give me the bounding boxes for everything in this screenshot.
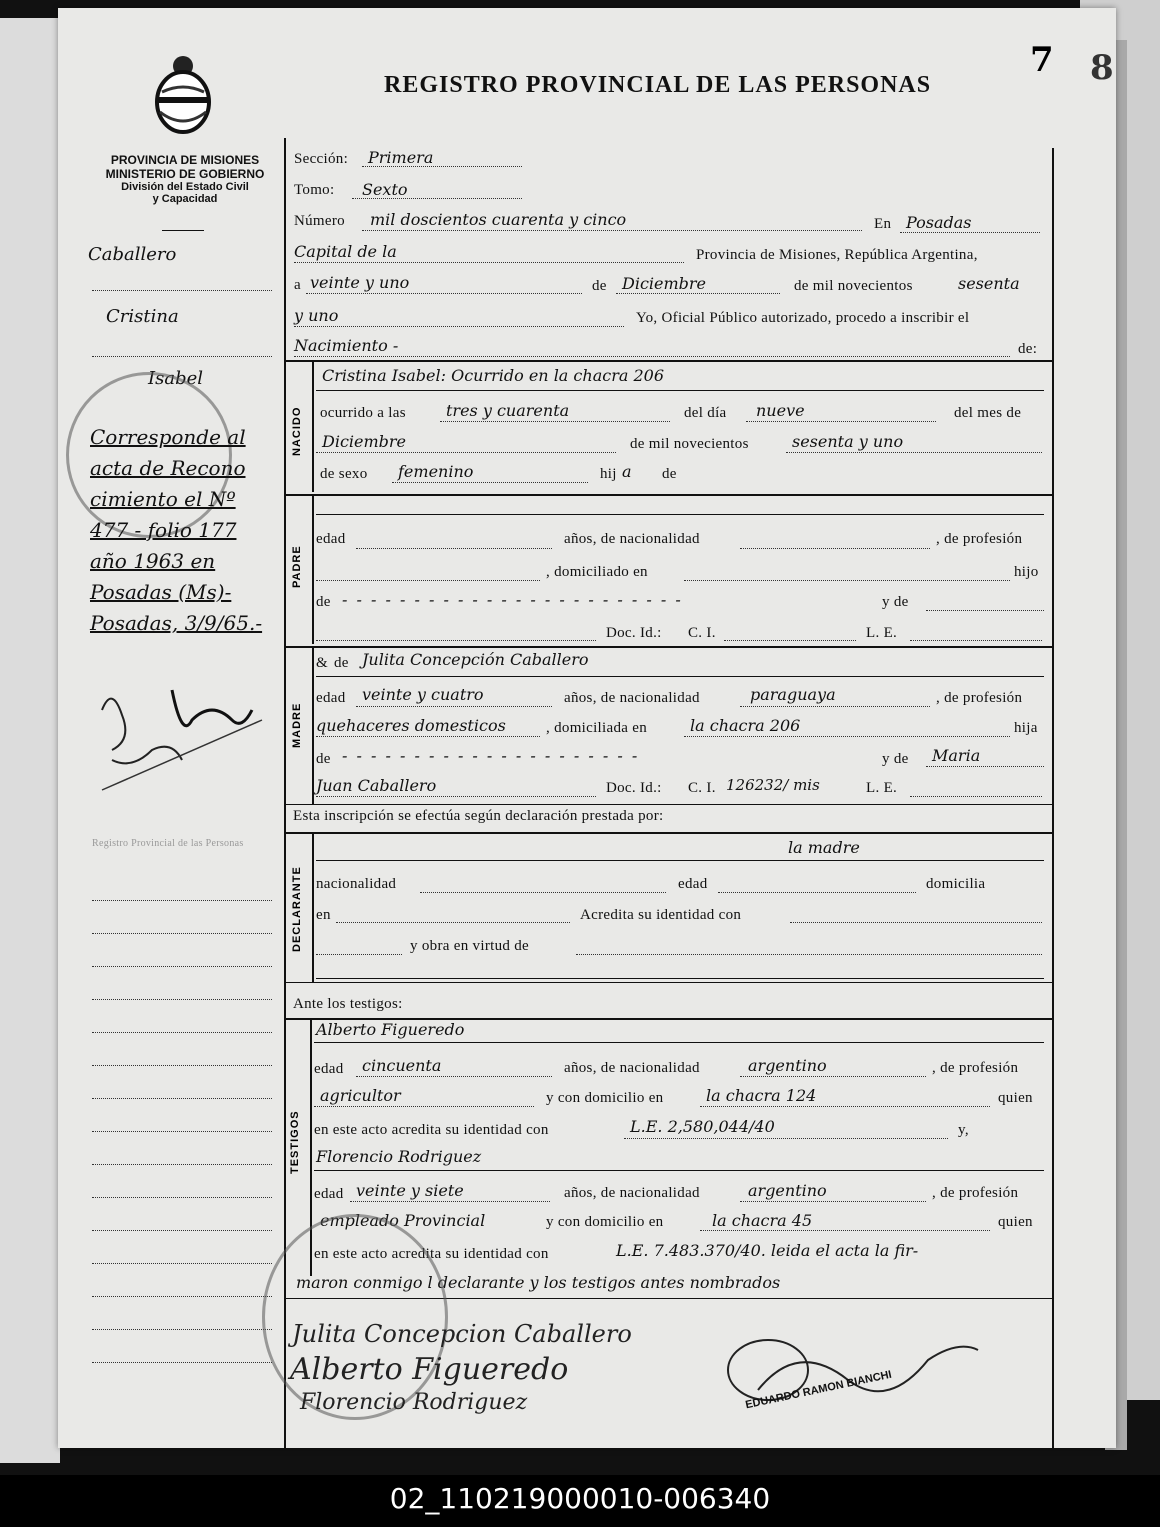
institution-line4: y Capacidad — [152, 193, 218, 205]
page-number: 7 — [1030, 40, 1054, 80]
value-testigo1-doc: L.E. 2,580,044/40 — [630, 1117, 775, 1136]
label-a: a — [294, 277, 301, 293]
label-de-colon: de: — [1018, 341, 1038, 357]
label-madre-prof: , de profesión — [936, 690, 1023, 706]
value-padre-de: - - - - - - - - - - - - - - - - - - - - - - - - — [342, 590, 683, 609]
label-padre-edad: edad — [316, 531, 346, 547]
field-line — [910, 640, 1042, 641]
official-stamp-name: EDUARDO RAMON BIANCHI — [744, 1368, 893, 1412]
margin-note-line: 477 - folio 177 — [90, 518, 237, 542]
label-madre-de: de — [334, 655, 349, 671]
field-line — [700, 1230, 990, 1231]
value-madre-ci: 126232/ mis — [726, 776, 820, 794]
margin-blank-lines — [92, 900, 272, 1363]
field-line — [316, 676, 1044, 677]
margin-note-line: Posadas, 3/9/65.- — [90, 611, 263, 635]
field-line — [356, 548, 552, 549]
field-line — [314, 1170, 1044, 1171]
value-capital: Capital de la — [294, 242, 397, 261]
margin-note-line: año 1963 en — [90, 549, 216, 573]
book-page-left — [0, 18, 60, 1463]
signature-testigo2: Florencio Rodriguez — [300, 1390, 528, 1415]
field-line — [316, 452, 616, 453]
label-testigo1-acredita: en este acto acredita su identidad con — [314, 1122, 549, 1138]
margin-note-line: cimiento el Nº — [90, 487, 236, 511]
value-declarante: la madre — [788, 838, 860, 857]
field-line — [740, 1201, 926, 1202]
value-mes: Diciembre — [322, 432, 407, 451]
label-testigo2-acredita: en este acto acredita su identidad con — [314, 1246, 549, 1262]
value-tomo: Sexto — [362, 180, 408, 199]
margin-note-line: Posadas (Ms)- — [90, 580, 232, 604]
label-esta-inscripcion: Esta inscripción se efectúa según declaración prestada por: — [293, 808, 664, 824]
field-line — [316, 390, 1044, 391]
field-line — [316, 954, 402, 955]
field-line — [350, 1201, 550, 1202]
label-padre-doc: Doc. Id.: — [606, 625, 662, 641]
label-de-mil: de mil novecientos — [794, 278, 913, 294]
label-del-dia: del día — [684, 405, 727, 421]
value-hora: tres y cuarenta — [446, 401, 570, 420]
label-yo: Yo, Oficial Público autorizado, procedo a inscribir el — [636, 310, 970, 326]
section-divider — [286, 832, 1052, 834]
value-madre-nac: paraguaya — [750, 685, 836, 704]
label-tomo: Tomo: — [294, 182, 335, 198]
section-inner-border — [312, 832, 314, 982]
field-line — [900, 232, 1040, 233]
label-de: de — [592, 278, 607, 294]
field-line — [740, 548, 930, 549]
label-declarante-obra: y obra en virtud de — [410, 938, 529, 954]
value-sexo: femenino — [398, 462, 474, 481]
margin-signature — [92, 680, 282, 805]
label-testigo1-prof: , de profesión — [932, 1060, 1019, 1076]
margin-line — [92, 290, 272, 291]
section-inner-border — [312, 360, 314, 492]
margin-note-line: Corresponde al — [90, 425, 246, 449]
value-cierre: maron conmigo l declarante y los testigos antes nombrados — [296, 1273, 781, 1292]
label-de-mil2: de mil novecientos — [630, 436, 749, 452]
label-madre-dom: , domiciliada en — [546, 720, 648, 736]
label-testigo1-nac: años, de nacionalidad — [564, 1060, 700, 1076]
form-right-border — [1052, 148, 1054, 1448]
institution-block — [80, 153, 290, 205]
field-line — [356, 706, 552, 707]
institution-line2: MINISTERIO DE GOBIERNO — [105, 167, 265, 181]
field-line — [684, 736, 1010, 737]
label-declarante-en: en — [316, 907, 331, 923]
value-seccion: Primera — [368, 148, 434, 167]
label-testigo2-nac: años, de nacionalidad — [564, 1185, 700, 1201]
field-line — [294, 326, 624, 327]
label-del-mes: del mes de — [954, 405, 1022, 421]
value-nacido-nombre: Cristina Isabel: Ocurrido en la chacra 206 — [322, 366, 665, 385]
value-testigo2-doc: L.E. 7.483.370/40. leida el acta la fir- — [616, 1241, 919, 1260]
label-declarante-acredita: Acredita su identidad con — [580, 907, 742, 923]
value-testigo2-edad: veinte y siete — [356, 1181, 464, 1200]
margin-surname: Caballero — [88, 244, 177, 265]
field-line — [926, 766, 1044, 767]
label-testigo1-quien: quien — [998, 1090, 1033, 1106]
label-padre-hijo: hijo — [1014, 564, 1039, 580]
margin-name1: Cristina — [106, 306, 179, 327]
value-acto: Nacimiento - — [294, 336, 399, 355]
field-line — [314, 1042, 1044, 1043]
field-line — [724, 640, 856, 641]
margin-name2: Isabel — [148, 368, 204, 389]
institution-line3: División del Estado Civil — [121, 181, 249, 193]
value-madre-prof: quehaceres domesticos — [316, 716, 506, 735]
side-label-declarante: DECLARANTE — [291, 866, 303, 952]
value-testigo2-prof: empleado Provincial — [320, 1211, 486, 1230]
field-line — [926, 610, 1044, 611]
label-madre-nac: años, de nacionalidad — [564, 690, 700, 706]
label-declarante-edad: edad — [678, 876, 708, 892]
value-testigo1-nombre: Alberto Figueredo — [316, 1020, 465, 1039]
field-line — [790, 922, 1042, 923]
signature-madre: Julita Concepcion Caballero — [292, 1320, 632, 1348]
label-hij: hij — [600, 466, 617, 482]
value-madre-nombre: Julita Concepción Caballero — [362, 650, 589, 669]
field-line — [316, 860, 1044, 861]
label-testigo1-y: y, — [958, 1122, 969, 1138]
label-hij-de: de — [662, 466, 677, 482]
field-line — [352, 198, 522, 199]
field-line — [576, 954, 1042, 955]
page-title: REGISTRO PROVINCIAL DE LAS PERSONAS — [384, 72, 932, 98]
label-declarante-nac: nacionalidad — [316, 876, 397, 892]
value-madre-y-de2: Juan Caballero — [316, 776, 437, 795]
section-divider — [286, 494, 1052, 496]
label-padre-ci: C. I. — [688, 625, 716, 641]
scan-id-bar: 02_110219000010-006340 — [0, 1475, 1160, 1527]
value-testigo1-nac: argentino — [748, 1056, 827, 1075]
institution-line1: PROVINCIA DE MISIONES — [110, 153, 260, 167]
field-line — [316, 796, 596, 797]
label-padre-nac: años, de nacionalidad — [564, 531, 700, 547]
section-divider — [286, 646, 1052, 648]
field-line — [786, 452, 1042, 453]
label-madre-y: & — [316, 655, 328, 671]
label-madre-edad: edad — [316, 690, 346, 706]
value-numero: mil doscientos cuarenta y cinco — [370, 210, 627, 229]
label-madre-y-de: y de — [882, 751, 909, 767]
field-line — [356, 1076, 552, 1077]
label-hij-a: a — [622, 462, 632, 481]
label-madre-de2: de — [316, 751, 331, 767]
value-madre-dom: la chacra 206 — [690, 716, 801, 735]
label-madre-doc: Doc. Id.: — [606, 780, 662, 796]
value-testigo2-dom: la chacra 45 — [712, 1211, 813, 1230]
label-en: En — [874, 216, 892, 232]
label-testigo2-quien: quien — [998, 1214, 1033, 1230]
field-line — [314, 1106, 534, 1107]
field-line — [316, 640, 596, 641]
section-inner-border — [312, 494, 314, 644]
field-line — [316, 978, 1044, 979]
label-testigo1-edad: edad — [314, 1061, 344, 1077]
section-divider — [286, 360, 1052, 362]
value-madre-y-de: Maria — [932, 746, 981, 765]
field-line — [700, 1106, 990, 1107]
margin-note-line: acta de Recono — [90, 456, 246, 480]
label-ocurrido: ocurrido a las — [320, 405, 406, 421]
field-line — [740, 706, 930, 707]
label-padre-le: L. E. — [866, 625, 898, 641]
label-testigo2-dom: y con domicilio en — [546, 1214, 664, 1230]
institution-divider — [162, 230, 204, 231]
side-label-madre: MADRE — [291, 702, 303, 748]
field-line — [718, 892, 916, 893]
field-line — [616, 293, 780, 294]
value-anio-nac: sesenta y uno — [792, 432, 904, 451]
value-a-fecha: veinte y uno — [310, 273, 410, 292]
label-padre-prof: , de profesión — [936, 531, 1023, 547]
side-label-testigos: TESTIGOS — [289, 1110, 301, 1174]
section-divider — [286, 982, 1052, 983]
value-madre-edad: veinte y cuatro — [362, 685, 484, 704]
label-testigo2-prof: , de profesión — [932, 1185, 1019, 1201]
margin-line — [92, 356, 272, 357]
field-line — [336, 922, 570, 923]
label-padre-y-de: y de — [882, 594, 909, 610]
margin-stamp-text: Registro Provincial de las Personas — [92, 838, 244, 849]
field-line — [316, 580, 540, 581]
value-anio2: y uno — [294, 306, 339, 325]
value-testigo1-dom: la chacra 124 — [706, 1086, 817, 1105]
value-madre-de: - - - - - - - - - - - - - - - - - - - - - — [342, 746, 640, 765]
coat-of-arms-icon — [152, 52, 214, 139]
field-line — [684, 580, 1010, 581]
label-padre-dom: , domiciliado en — [546, 564, 648, 580]
label-padre-de: de — [316, 594, 331, 610]
label-testigo1-dom: y con domicilio en — [546, 1090, 664, 1106]
margin-note — [90, 422, 262, 639]
value-testigo2-nombre: Florencio Rodriguez — [316, 1147, 482, 1166]
section-divider — [286, 804, 1052, 805]
value-testigo1-edad: cincuenta — [362, 1056, 442, 1075]
field-line — [910, 796, 1042, 797]
field-line — [294, 356, 1010, 357]
side-label-nacido: NACIDO — [291, 406, 303, 456]
value-en: Posadas — [906, 213, 972, 232]
field-line — [362, 166, 522, 167]
field-line — [420, 892, 666, 893]
field-line — [362, 230, 862, 231]
page-number-next: 8 — [1090, 48, 1114, 88]
field-line — [740, 1076, 926, 1077]
field-line — [316, 514, 1044, 515]
label-madre-le: L. E. — [866, 780, 898, 796]
label-declarante-domicilia: domicilia — [926, 876, 986, 892]
field-line — [316, 736, 540, 737]
value-testigo1-prof: agricultor — [320, 1086, 401, 1105]
label-provincia: Provincia de Misiones, República Argentina, — [696, 247, 978, 263]
field-line — [306, 293, 582, 294]
side-label-padre: PADRE — [291, 545, 303, 588]
label-numero: Número — [294, 213, 345, 229]
signature-testigo1: Alberto Figueredo — [290, 1352, 569, 1387]
field-line — [746, 421, 936, 422]
value-anio1: sesenta — [958, 274, 1020, 293]
label-sexo: de sexo — [320, 466, 368, 482]
field-line — [624, 1138, 948, 1139]
field-line — [440, 421, 670, 422]
label-ante-testigos: Ante los testigos: — [293, 996, 403, 1012]
field-line — [294, 262, 684, 263]
label-madre-ci: C. I. — [688, 780, 716, 796]
value-dia: nueve — [756, 401, 805, 420]
section-inner-border — [312, 646, 314, 804]
label-testigo2-edad: edad — [314, 1186, 344, 1202]
label-seccion: Sección: — [294, 151, 349, 167]
value-testigo2-nac: argentino — [748, 1181, 827, 1200]
value-de-mes: Diciembre — [622, 274, 707, 293]
field-line — [392, 482, 588, 483]
label-madre-hija: hija — [1014, 720, 1038, 736]
